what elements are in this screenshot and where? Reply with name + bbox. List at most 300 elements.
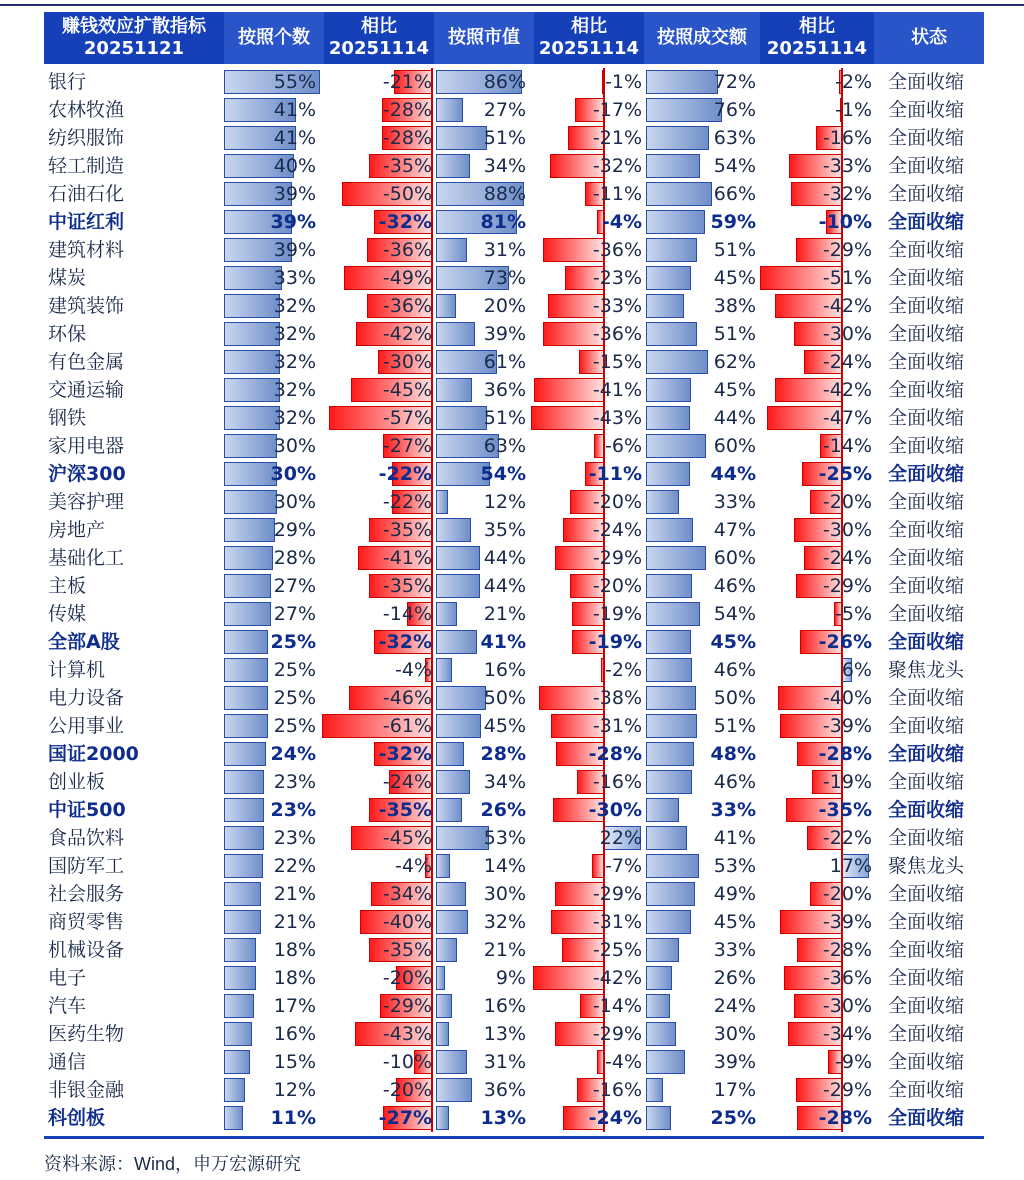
row-name: 电子 — [48, 967, 87, 989]
c6-value: -51% — [822, 267, 872, 289]
table-row — [44, 208, 984, 236]
header-by-turnover — [644, 12, 760, 64]
row-status: 全面收缩 — [888, 491, 965, 513]
c3-value: 50% — [483, 687, 526, 709]
c1-value: 16% — [273, 1023, 316, 1045]
c2-value: -4% — [395, 855, 432, 877]
c6-value: -33% — [822, 155, 872, 177]
header-indicator-title: 赚钱效应扩散指标 — [62, 16, 206, 37]
row-name: 沪深300 — [48, 463, 126, 485]
table-row — [44, 880, 984, 908]
c4-value: -32% — [592, 155, 642, 177]
row-name: 食品饮料 — [48, 827, 125, 849]
row-status: 全面收缩 — [888, 127, 965, 149]
table-row — [44, 964, 984, 992]
c1-value: 41% — [273, 127, 316, 149]
c2-value: -32% — [378, 211, 432, 233]
c3-value: 28% — [480, 743, 526, 765]
c5-value: 60% — [713, 435, 756, 457]
c2-value: -22% — [382, 491, 432, 513]
c3-value: 20% — [483, 295, 526, 317]
c1-value: 39% — [273, 239, 316, 261]
c2-value: -45% — [382, 379, 432, 401]
c3-value: 13% — [480, 1107, 526, 1129]
table-row — [44, 68, 984, 96]
c4-value: -29% — [592, 883, 642, 905]
c2-value: -43% — [382, 1023, 432, 1045]
c3-value: 36% — [483, 379, 526, 401]
c4-value: -20% — [592, 491, 642, 513]
c6-value: -20% — [822, 491, 872, 513]
c5-value: 45% — [713, 911, 756, 933]
row-name: 电力设备 — [48, 687, 125, 709]
row-name: 科创板 — [48, 1107, 106, 1129]
c1-value: 25% — [270, 631, 316, 653]
c6-value: -24% — [822, 547, 872, 569]
c5-value: 60% — [713, 547, 756, 569]
row-status: 全面收缩 — [888, 351, 965, 373]
c4-value: -23% — [592, 267, 642, 289]
c4-value: -29% — [592, 547, 642, 569]
table-row — [44, 936, 984, 964]
row-status: 全面收缩 — [888, 463, 965, 485]
row-name: 农林牧渔 — [48, 99, 125, 121]
table-row — [44, 516, 984, 544]
row-name: 中证500 — [48, 799, 126, 821]
row-name: 建筑材料 — [48, 239, 125, 261]
c6-value: -26% — [818, 631, 872, 653]
row-status: 全面收缩 — [888, 1107, 965, 1129]
c5-value: 72% — [713, 71, 756, 93]
c5-value: 48% — [710, 743, 756, 765]
c6-value: -25% — [818, 463, 872, 485]
c2-value: -27% — [382, 435, 432, 457]
c3-value: 51% — [483, 127, 526, 149]
table-row — [44, 488, 984, 516]
c5-value: 45% — [710, 631, 756, 653]
c3-value: 61% — [483, 351, 526, 373]
c2-value: -36% — [382, 239, 432, 261]
table-row — [44, 404, 984, 432]
c4-value: -36% — [592, 323, 642, 345]
c4-value: -4% — [605, 1051, 642, 1073]
row-name: 传媒 — [48, 603, 87, 625]
c5-value: 33% — [710, 799, 756, 821]
c2-value: -20% — [382, 1079, 432, 1101]
c6-value: -34% — [822, 1023, 872, 1045]
row-name: 纺织服饰 — [48, 127, 125, 149]
c4-value: -41% — [592, 379, 642, 401]
table-row — [44, 656, 984, 684]
c3-value: 12% — [483, 491, 526, 513]
c2-value: -35% — [382, 519, 432, 541]
row-status: 全面收缩 — [888, 435, 965, 457]
c4-value: -16% — [592, 771, 642, 793]
c1-value: 23% — [270, 799, 316, 821]
c5-value: 30% — [713, 1023, 756, 1045]
c4-value: -29% — [592, 1023, 642, 1045]
c5-value: 17% — [713, 1079, 756, 1101]
c3-value: 81% — [480, 211, 526, 233]
row-name: 主板 — [48, 575, 87, 597]
source-note: 资料来源：Wind，申万宏源研究 — [44, 1154, 302, 1174]
c1-value: 25% — [273, 715, 316, 737]
c2-value: -24% — [382, 771, 432, 793]
table-row — [44, 180, 984, 208]
c6-value: -9% — [835, 1051, 872, 1073]
row-name: 交通运输 — [48, 379, 125, 401]
c5-value: 51% — [713, 323, 756, 345]
c3-value: 16% — [483, 659, 526, 681]
row-status: 全面收缩 — [888, 267, 965, 289]
c3-bar — [436, 966, 445, 990]
header-indicator — [44, 12, 224, 64]
row-name: 国证2000 — [48, 743, 139, 765]
c4-value: -19% — [592, 603, 642, 625]
c3-value: 39% — [483, 323, 526, 345]
row-name: 汽车 — [48, 995, 87, 1017]
c5-value: 54% — [713, 603, 756, 625]
c4-value: 22% — [599, 827, 642, 849]
row-status: 全面收缩 — [888, 715, 965, 737]
c1-value: 29% — [273, 519, 316, 541]
table-row — [44, 992, 984, 1020]
c5-value: 46% — [713, 575, 756, 597]
table-row — [44, 684, 984, 712]
header-by-turnover-label: 按照成交额 — [657, 27, 747, 48]
table-row — [44, 572, 984, 600]
c3-value: 34% — [483, 771, 526, 793]
table-row — [44, 96, 984, 124]
c6-value: -28% — [822, 939, 872, 961]
c4-value: -19% — [588, 631, 642, 653]
c1-value: 27% — [273, 603, 316, 625]
c5-value: 41% — [713, 827, 756, 849]
c4-value: -43% — [592, 407, 642, 429]
c5-value: 33% — [713, 491, 756, 513]
c6-value: -22% — [822, 827, 872, 849]
table-row — [44, 264, 984, 292]
c6-value: -30% — [822, 323, 872, 345]
c3-value: 51% — [483, 407, 526, 429]
c5-value: 53% — [713, 855, 756, 877]
c5-value: 46% — [713, 659, 756, 681]
c4-value: -11% — [592, 183, 642, 205]
c1-value: 18% — [273, 939, 316, 961]
row-status: 全面收缩 — [888, 967, 965, 989]
c3-value: 63% — [483, 435, 526, 457]
c1-value: 39% — [273, 183, 316, 205]
c6-value: -20% — [822, 883, 872, 905]
row-name: 非银金融 — [48, 1079, 125, 1101]
row-status: 全面收缩 — [888, 911, 965, 933]
c1-value: 41% — [273, 99, 316, 121]
c4-value: -28% — [588, 743, 642, 765]
c5-value: 63% — [713, 127, 756, 149]
c6-value: -36% — [822, 967, 872, 989]
c2-value: -35% — [382, 939, 432, 961]
c3-value: 45% — [483, 715, 526, 737]
c4-value: -38% — [592, 687, 642, 709]
c3-value: 34% — [483, 155, 526, 177]
row-name: 建筑装饰 — [48, 295, 125, 317]
c2-value: -40% — [382, 911, 432, 933]
row-name: 医药生物 — [48, 1023, 125, 1045]
c2-value: -29% — [382, 995, 432, 1017]
c1-value: 55% — [273, 71, 316, 93]
c5-bar — [646, 1022, 676, 1046]
c5-value: 51% — [713, 715, 756, 737]
c1-value: 21% — [273, 883, 316, 905]
c5-value: 38% — [713, 295, 756, 317]
row-status: 全面收缩 — [888, 323, 965, 345]
c3-value: 16% — [483, 995, 526, 1017]
c4-value: -11% — [588, 463, 642, 485]
c4-value: -24% — [588, 1107, 642, 1129]
row-status: 全面收缩 — [888, 1051, 965, 1073]
c1-value: 28% — [273, 547, 316, 569]
c6-value: -19% — [822, 771, 872, 793]
c4-value: -42% — [592, 967, 642, 989]
c6-value: -47% — [822, 407, 872, 429]
row-name: 有色金属 — [48, 351, 125, 373]
row-name: 家用电器 — [48, 435, 125, 457]
table-row — [44, 600, 984, 628]
row-status: 全面收缩 — [888, 799, 965, 821]
c3-value: 44% — [483, 575, 526, 597]
c4-value: -21% — [592, 127, 642, 149]
top-rule — [0, 4, 1024, 6]
c3-value: 88% — [483, 183, 526, 205]
c4-value: -4% — [601, 211, 642, 233]
c2-value: -4% — [395, 659, 432, 681]
table-row — [44, 1048, 984, 1076]
c6-value: -16% — [822, 127, 872, 149]
c2-value: -45% — [382, 827, 432, 849]
row-status: 全面收缩 — [888, 519, 965, 541]
header-status-label: 状态 — [911, 27, 947, 48]
c3-value: 26% — [480, 799, 526, 821]
c6-value: -39% — [822, 911, 872, 933]
row-status: 全面收缩 — [888, 743, 965, 765]
table-row — [44, 768, 984, 796]
row-name: 全部A股 — [48, 631, 120, 653]
c5-bar — [646, 938, 679, 962]
c4-value: -14% — [592, 995, 642, 1017]
c2-value: -28% — [382, 99, 432, 121]
c2-value: -27% — [378, 1107, 432, 1129]
c6-value: 6% — [841, 659, 872, 681]
c5-value: 45% — [713, 267, 756, 289]
row-status: 全面收缩 — [888, 547, 965, 569]
c2-value: -36% — [382, 295, 432, 317]
header-vs3-date: 20251114 — [766, 38, 868, 59]
c2-value: -35% — [382, 575, 432, 597]
row-name: 通信 — [48, 1051, 87, 1073]
c3-value: 35% — [483, 519, 526, 541]
c2-value: -34% — [382, 883, 432, 905]
c3-value: 54% — [480, 463, 526, 485]
c1-value: 39% — [270, 211, 316, 233]
c6-value: -28% — [818, 1107, 872, 1129]
c2-value: -32% — [378, 631, 432, 653]
c6-value: -30% — [822, 519, 872, 541]
table-row — [44, 1104, 984, 1132]
c5-bar — [646, 798, 679, 822]
c1-value: 32% — [273, 351, 316, 373]
c6-value: -40% — [822, 687, 872, 709]
row-status: 全面收缩 — [888, 1023, 965, 1045]
c6-value: -32% — [822, 183, 872, 205]
c2-value: -28% — [382, 127, 432, 149]
c4-value: -33% — [592, 295, 642, 317]
c4-value: -31% — [592, 715, 642, 737]
row-name: 煤炭 — [48, 267, 87, 289]
c3-value: 41% — [480, 631, 526, 653]
c3-value: 30% — [483, 883, 526, 905]
row-name: 商贸零售 — [48, 911, 125, 933]
c2-value: -46% — [382, 687, 432, 709]
c5-value: 66% — [713, 183, 756, 205]
row-name: 创业板 — [48, 771, 106, 793]
c4-value: -2% — [605, 659, 642, 681]
c3-value: 21% — [483, 939, 526, 961]
c6-value: 17% — [829, 855, 872, 877]
c4-value: -20% — [592, 575, 642, 597]
c3-value: 13% — [483, 1023, 526, 1045]
c5-value: 39% — [713, 1051, 756, 1073]
row-name: 钢铁 — [48, 407, 87, 429]
table-row — [44, 712, 984, 740]
table-row — [44, 320, 984, 348]
row-name: 基础化工 — [48, 547, 125, 569]
c2-value: -57% — [382, 407, 432, 429]
header-vs1 — [324, 12, 434, 64]
row-status: 全面收缩 — [888, 939, 965, 961]
c1-value: 25% — [273, 659, 316, 681]
table-row — [44, 908, 984, 936]
c5-value: 59% — [710, 211, 756, 233]
row-name: 计算机 — [48, 659, 106, 681]
header-status — [874, 12, 984, 64]
c3-value: 31% — [483, 239, 526, 261]
row-status: 全面收缩 — [888, 211, 965, 233]
c4-value: -1% — [605, 71, 642, 93]
c5-value: 24% — [713, 995, 756, 1017]
c3-value: 44% — [483, 547, 526, 569]
table-row — [44, 852, 984, 880]
c1-value: 22% — [273, 855, 316, 877]
c3-value: 27% — [483, 99, 526, 121]
c5-value: 54% — [713, 155, 756, 177]
table-row — [44, 1076, 984, 1104]
table-row — [44, 432, 984, 460]
c5-value: 49% — [713, 883, 756, 905]
row-status: 聚焦龙头 — [888, 855, 965, 877]
table-row — [44, 236, 984, 264]
c5-bar — [646, 1078, 663, 1102]
table-row — [44, 460, 984, 488]
c4-value: -24% — [592, 519, 642, 541]
c2-value: -35% — [378, 799, 432, 821]
c2-value: -49% — [382, 267, 432, 289]
c5-value: 76% — [713, 99, 756, 121]
row-status: 全面收缩 — [888, 379, 965, 401]
c3-value: 14% — [483, 855, 526, 877]
c6-value: -1% — [835, 99, 872, 121]
table-row — [44, 796, 984, 824]
c2-value: -42% — [382, 323, 432, 345]
c4-value: -25% — [592, 939, 642, 961]
c2-value: -41% — [382, 547, 432, 569]
c1-value: 25% — [273, 687, 316, 709]
c6-value: -29% — [822, 1079, 872, 1101]
header-vs2-label: 相比 — [571, 16, 607, 37]
c1-value: 12% — [273, 1079, 316, 1101]
c6-value: -35% — [818, 799, 872, 821]
c6-value: -10% — [818, 211, 872, 233]
row-name: 石油石化 — [48, 183, 125, 205]
c1-value: 24% — [270, 743, 316, 765]
c3-value: 36% — [483, 1079, 526, 1101]
table-row — [44, 292, 984, 320]
row-name: 轻工制造 — [48, 155, 125, 177]
header-vs2-date: 20251114 — [538, 38, 640, 59]
row-name: 环保 — [48, 323, 87, 345]
c1-value: 32% — [273, 295, 316, 317]
row-status: 聚焦龙头 — [888, 659, 965, 681]
c4-value: -15% — [592, 351, 642, 373]
c2-value: -10% — [382, 1051, 432, 1073]
row-status: 全面收缩 — [888, 687, 965, 709]
c3-value: 86% — [483, 71, 526, 93]
row-name: 社会服务 — [48, 883, 125, 905]
c6-value: -28% — [818, 743, 872, 765]
row-status: 全面收缩 — [888, 239, 965, 261]
c2-value: -35% — [382, 155, 432, 177]
header-by-mktcap-label: 按照市值 — [448, 27, 520, 48]
c3-value: 73% — [483, 267, 526, 289]
c4-value: -17% — [592, 99, 642, 121]
c5-value: 46% — [713, 771, 756, 793]
row-status: 全面收缩 — [888, 771, 965, 793]
c1-value: 30% — [270, 463, 316, 485]
c3-value: 21% — [483, 603, 526, 625]
c1-value: 40% — [273, 155, 316, 177]
c4-value: -31% — [592, 911, 642, 933]
header-vs1-date: 20251114 — [328, 38, 430, 59]
row-status: 全面收缩 — [888, 883, 965, 905]
table-row — [44, 152, 984, 180]
row-status: 全面收缩 — [888, 295, 965, 317]
c5-bar — [646, 994, 670, 1018]
c2-value: -50% — [382, 183, 432, 205]
table-row — [44, 824, 984, 852]
c2-value: -22% — [378, 463, 432, 485]
c6-value: -30% — [822, 995, 872, 1017]
c4-value: -30% — [588, 799, 642, 821]
row-name: 房地产 — [48, 519, 106, 541]
c5-bar — [646, 966, 672, 990]
table-row — [44, 124, 984, 152]
c6-value: -29% — [822, 575, 872, 597]
c1-value: 33% — [273, 267, 316, 289]
row-status: 全面收缩 — [888, 71, 965, 93]
c5-value: 45% — [713, 379, 756, 401]
table-row — [44, 628, 984, 656]
header-vs3 — [760, 12, 874, 64]
c3-value: 53% — [483, 827, 526, 849]
